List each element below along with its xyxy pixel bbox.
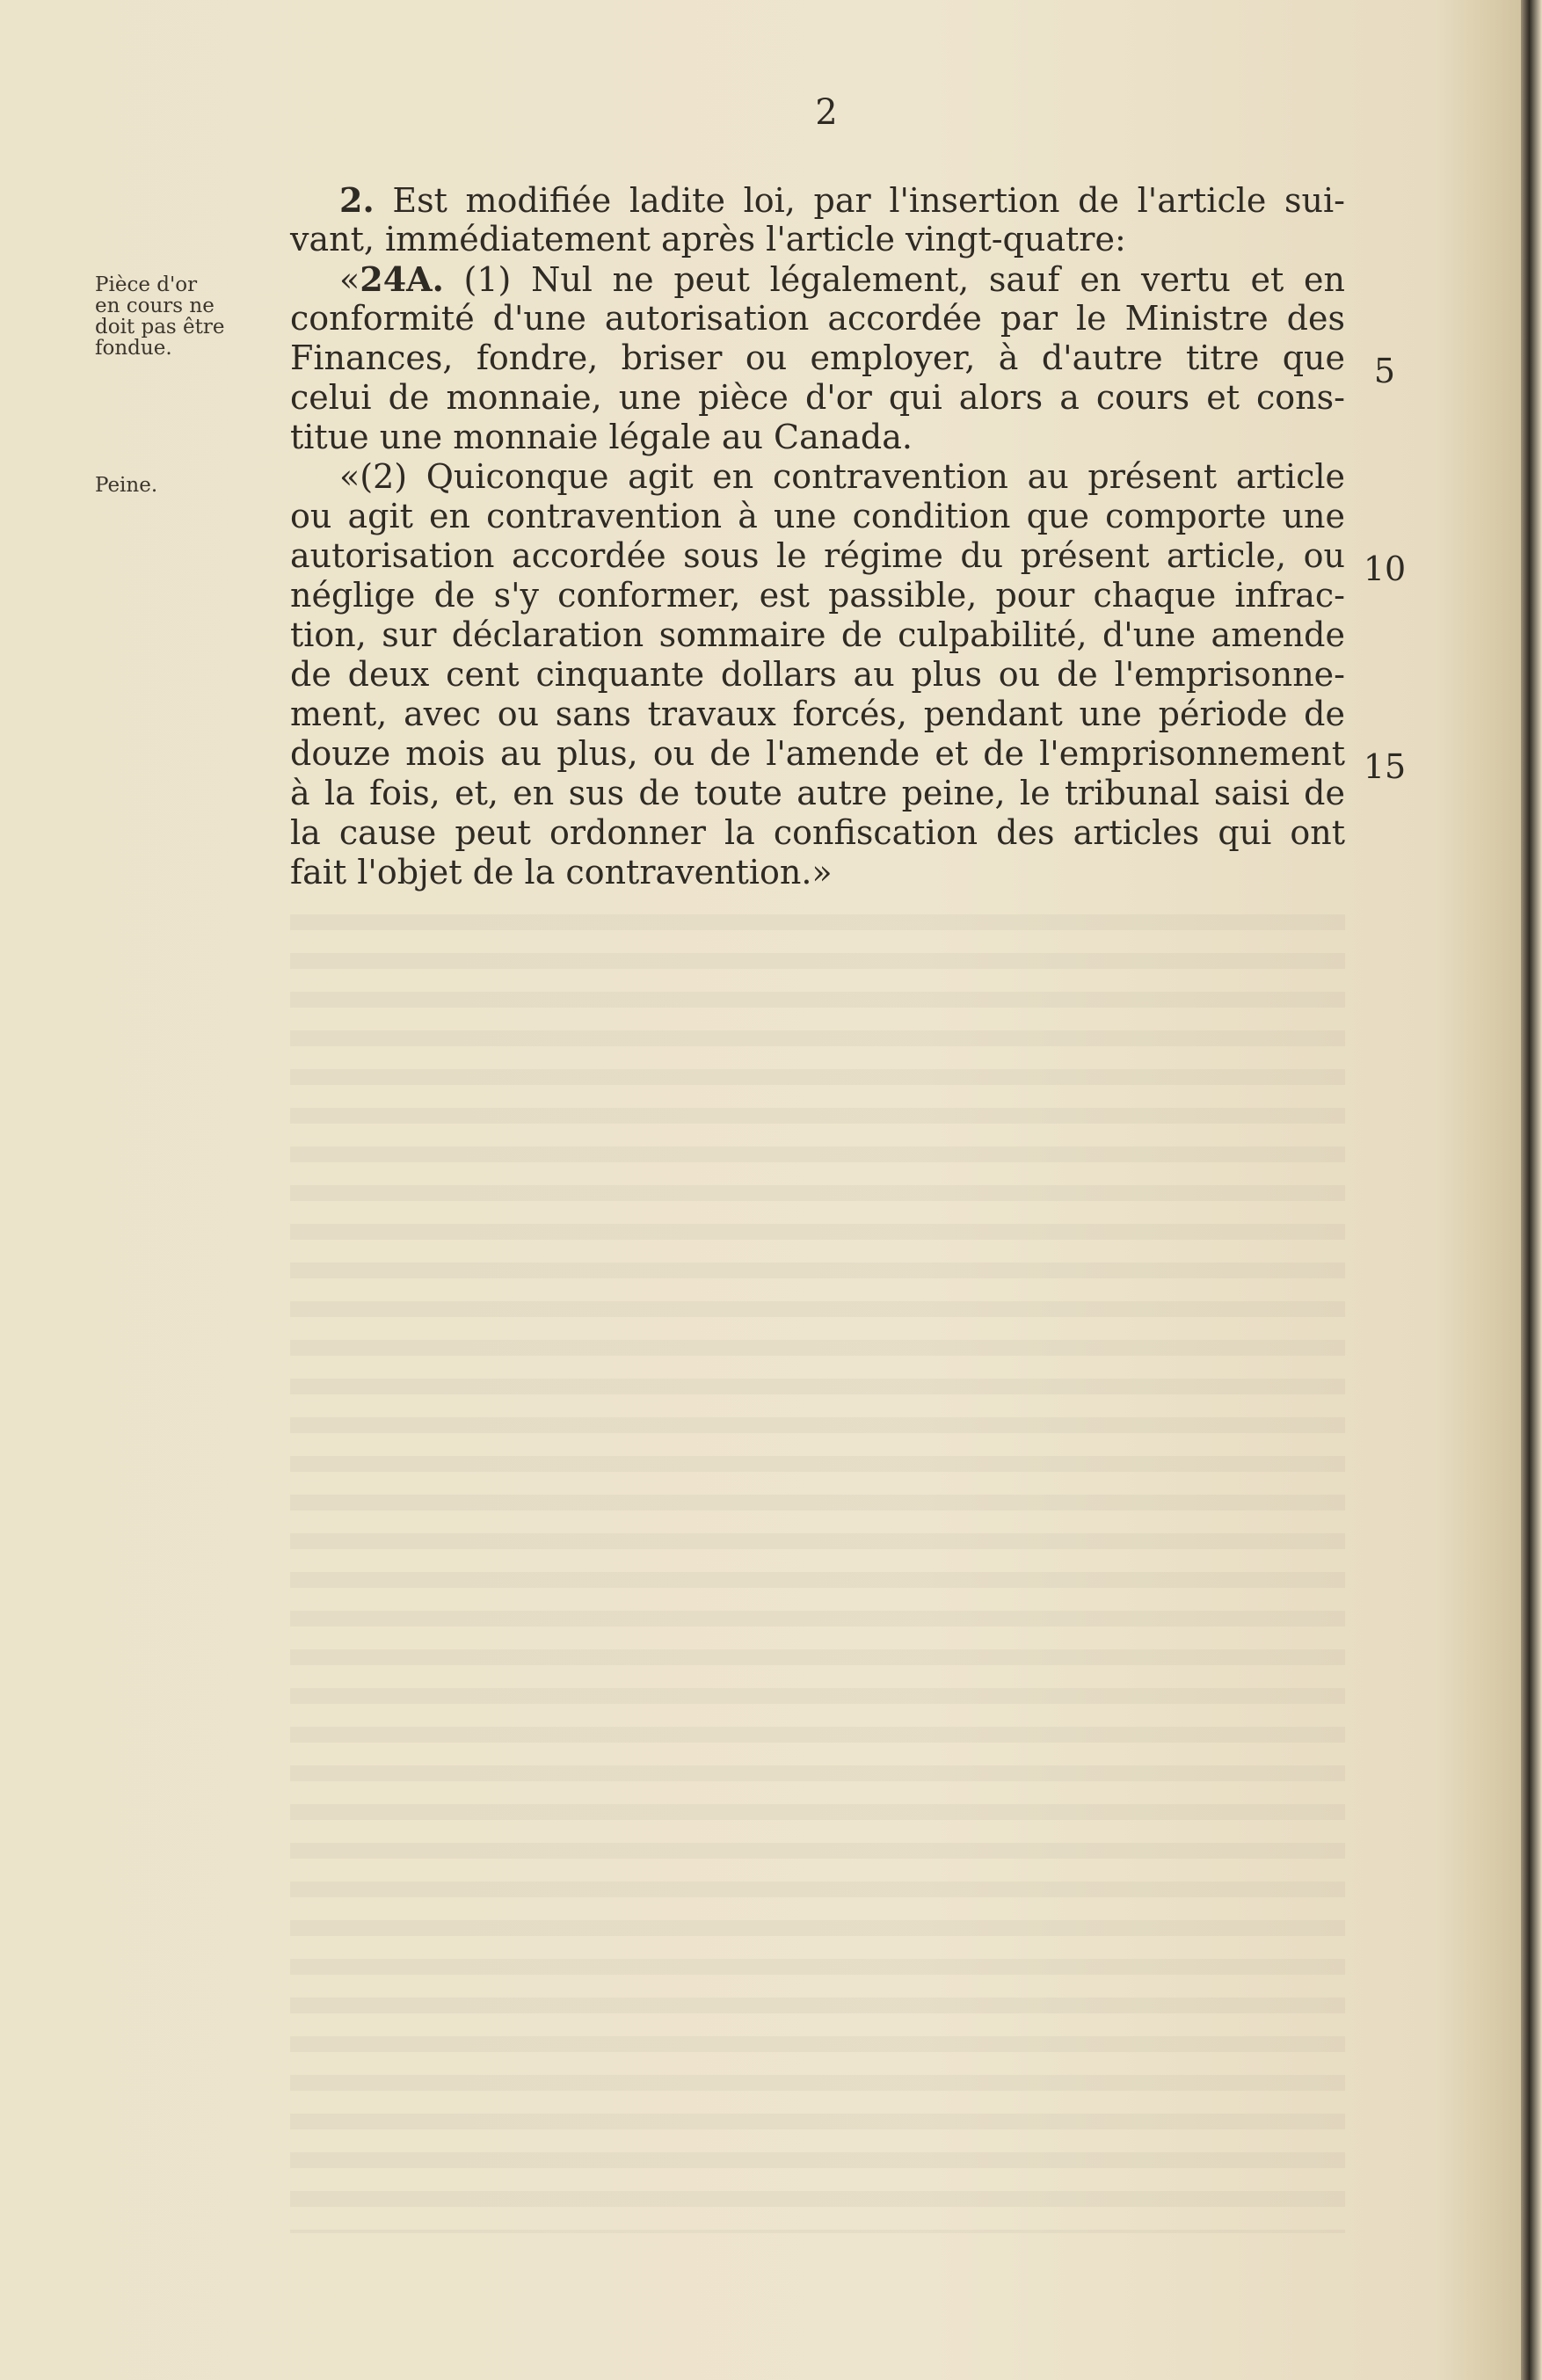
- text-line: ou agit en contravention à une condition que comporte une: [290, 497, 1345, 535]
- text-line: douze mois au plus, ou de l'amende et de l'emprisonnement: [290, 734, 1345, 773]
- margin-note-penalty: [95, 475, 157, 496]
- text-span: Est modifiée ladite loi, par l'insertion de l'article sui-: [392, 181, 1345, 220]
- binding-edge: [1521, 0, 1542, 2380]
- margin-note-line: doit pas être: [95, 316, 225, 338]
- text-line: Finances, fondre, briser ou employer, à d'autre titre que: [290, 338, 1345, 377]
- text-line: à la fois, et, en sus de toute autre peine, le tribunal saisi de: [290, 774, 1345, 812]
- section-2-paragraph: [290, 180, 1345, 259]
- opening-quote: «: [339, 260, 360, 299]
- text-span: (1) Nul ne peut légalement, sauf en vertu et en: [443, 260, 1345, 299]
- margin-note-line: en cours ne: [95, 295, 215, 317]
- line-number-5: 5: [1373, 352, 1396, 390]
- text-line: celui de monnaie, une pièce d'or qui alors a cours et cons-: [290, 378, 1345, 417]
- margin-note-gold-coin: [95, 274, 225, 359]
- text-line: vant, immédiatement après l'article vingt-quatre:: [290, 220, 1126, 258]
- text-line: «(2) Quiconque agit en contravention au présent article: [339, 457, 1345, 496]
- text-line: tion, sur déclaration sommaire de culpabilité, d'une amende: [290, 615, 1345, 654]
- text-line: fait l'objet de la contravention.»: [290, 853, 833, 892]
- section-number: 2.: [339, 180, 375, 220]
- line-number-15: 15: [1363, 747, 1407, 786]
- body-text: [290, 180, 1345, 892]
- text-line: conformité d'une autorisation accordée par le Ministre des: [290, 299, 1345, 338]
- section-number: 24A.: [360, 259, 444, 299]
- section-24a-2-paragraph: [290, 457, 1345, 892]
- section-24a-1-paragraph: [290, 259, 1345, 457]
- text-line: autorisation accordée sous le régime du présent article, ou: [290, 536, 1345, 575]
- margin-note-line: fondue.: [95, 337, 172, 360]
- text-line: la cause peut ordonner la confiscation des articles qui ont: [290, 813, 1345, 852]
- text-line: de deux cent cinquante dollars au plus ou de l'emprisonne-: [290, 655, 1345, 694]
- line-number-10: 10: [1363, 550, 1407, 588]
- text-line: néglige de s'y conformer, est passible, pour chaque infrac-: [290, 576, 1345, 615]
- text-line: [290, 259, 1345, 299]
- margin-note-line: Pièce d'or: [95, 273, 198, 296]
- text-line: ment, avec ou sans travaux forcés, pendant une période de: [290, 695, 1345, 733]
- text-line: titue une monnaie légale au Canada.: [290, 418, 913, 456]
- margin-note-line: Peine.: [95, 474, 158, 497]
- page-number: 2: [815, 92, 838, 133]
- text-line: [290, 180, 1345, 220]
